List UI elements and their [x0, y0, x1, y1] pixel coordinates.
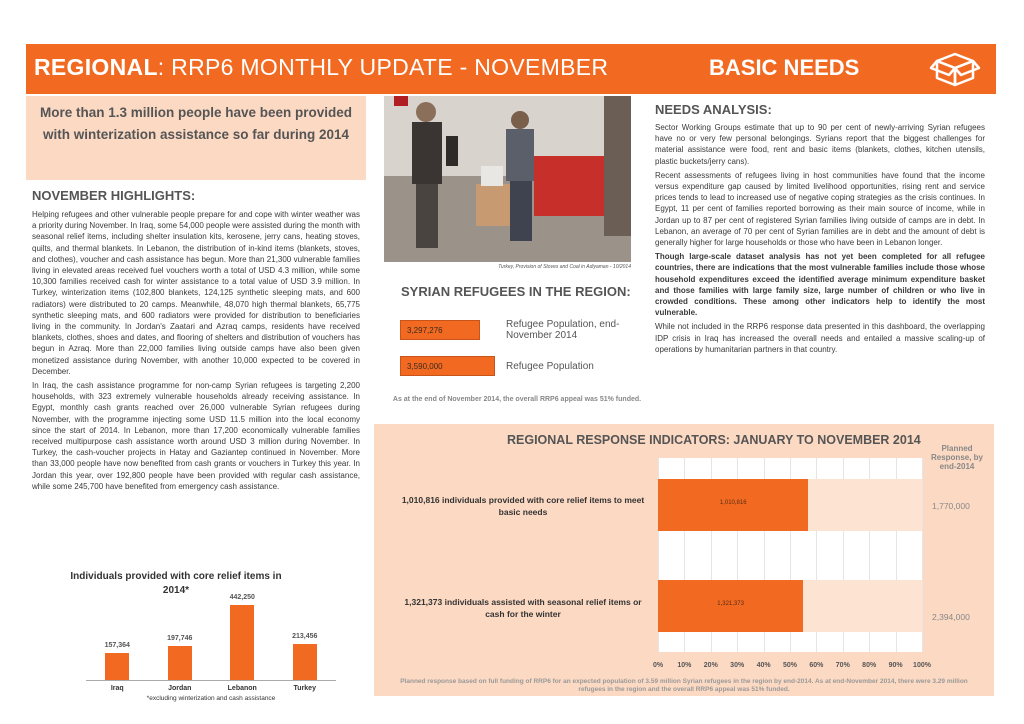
- refugee-label: Refugee Population, end-November 2014: [506, 319, 620, 341]
- x-tick-label: 60%: [809, 662, 824, 669]
- planned-value: 1,770,000: [932, 501, 970, 511]
- title-rest: : RRP6 MONTHLY UPDATE - NOVEMBER: [157, 54, 609, 80]
- refugee-value: 3,590,000: [407, 362, 443, 371]
- core-relief-chart: [26, 566, 366, 706]
- column-category-label: Turkey: [293, 685, 316, 692]
- funding-note: As at the end of November 2014, the overall RRP6 appeal was 51% funded.: [392, 396, 642, 403]
- indicator-label: 1,010,816 individuals provided with core relief items to meet basic needs: [401, 495, 645, 517]
- refugee-bar-planned: [400, 356, 495, 376]
- highlights-paragraph: In Iraq, the cash assistance programme for non-camp Syrian refugees is targeting 2,200 households, with 323 extremely vulnerable households already receiving assistance. In Egypt, monthly cash grants reached over 26,000 vulnerable Syrian refugees during November, with the programme injecting some USD 11.5 million into the local economy since the start of 2014. In Lebanon, more than 17,200 economically vulnerable families received multipurpose cash assistance worth around USD 3 million during November. In Turkey, the cash-voucher projects in Hatay and Gaziantep continued in November. More than 33,000 people have now benefited from cash grants or vouchers in Turkey this year. In Jordan this year, over 192,800 people have been provided with regular cash assistance, while some 245,700 have benefited from emergency cash assistance.: [32, 381, 360, 491]
- planned-value: 2,394,000: [932, 612, 970, 622]
- column-bar: [105, 653, 129, 680]
- highlights-paragraph: Helping refugees and other vulnerable people prepare for and cope with winter weather was a priority during November. In Iraq, some 54,000 people were assisted during the month with seasonal relief items, including shelter insulation kits, kerosene, jerry cans, heating stoves, quilts, and thermal blankets. In Lebanon, the distribution of in-kind items (blankets, stoves, and clothes), voucher and cash assistance has begun. More than 21,300 vulnerable families living in elevated areas received fuel vouchers worth a total of USD 4.3 million, while some 10,300 families received cash for winter assistance to a total value of USD 3.9 million. In Turkey, winterization items (102,800 blankets, 124,125 synthetic sleeping mats, and 600 radiators) were distributed to 20 camps. Meanwhile, 48,070 high thermal blankets, 65,775 synthetic sleeping mats, and 600 radiators were provided for distribution to beneficiaries living in the community. In Jordan's Zaatari and Azraq camps, residents have received blankets, clothes, shoes and dates, and flooring of shelters and distribution of vouchers has begun in Azraq. More than 22,000 families living outside camps have also been given monetized assistance during November, with another 10,000 expected to be covered in December.: [32, 210, 360, 376]
- gridline: [922, 458, 923, 652]
- column-bar: [168, 646, 192, 680]
- column-value-label: 197,746: [167, 635, 193, 643]
- x-tick-label: 10%: [677, 662, 692, 669]
- indicators-title: REGIONAL RESPONSE INDICATORS: JANUARY TO NOVEMBER 2014: [507, 433, 921, 447]
- planned-heading: Planned Response, by end-2014: [930, 444, 983, 471]
- needs-text: [655, 122, 985, 358]
- sector-title: BASIC NEEDS: [709, 55, 860, 80]
- page-header: [26, 44, 996, 94]
- highlights-heading: NOVEMBER HIGHLIGHTS:: [32, 188, 196, 203]
- column-category-label: Iraq: [110, 685, 124, 692]
- indicators-note: Planned response based on full funding of RRP6 for an expected population of 3.59 million Syrian refugees in the region by end-2014. As at end-November 2014, there were 3.29 million refugees in the region and the overall RRP6 appeal was 51% funded.: [400, 678, 968, 693]
- photo-illustration: [384, 96, 631, 262]
- needs-paragraph: Though large-scale dataset analysis has not yet been completed for all refugee countries, there are indications that the most vulnerable families include those whose household expenditures exceed the identified average minimum expenditure basket and those families with large family size, large number of children or who live in crowded conditions. These among other indicators help to identify the most vulnerable.: [655, 252, 985, 318]
- x-axis-line: [86, 680, 336, 681]
- needs-paragraph: While not included in the RRP6 response data presented in this dashboard, the overlapping IDP crisis in Iraq has increased the overall needs and entailed a massive scaling-up of operations by humanitarian partners in that country.: [655, 322, 985, 354]
- box-icon: [929, 50, 981, 88]
- page-title: [34, 54, 608, 81]
- x-tick-label: 40%: [756, 662, 771, 669]
- x-tick-label: 20%: [703, 662, 718, 669]
- refugee-value: 3,297,276: [407, 326, 443, 335]
- refugees-heading: SYRIAN REFUGEES IN THE REGION:: [401, 284, 631, 299]
- column-bar: [293, 644, 317, 680]
- x-tick-label: 90%: [888, 662, 903, 669]
- column-category-label: Jordan: [168, 685, 192, 692]
- column-bar: [230, 605, 254, 680]
- x-tick-label: 30%: [730, 662, 745, 669]
- title-bold: REGIONAL: [34, 54, 158, 80]
- highlight-callout: [26, 96, 366, 180]
- indicator-bar: [658, 580, 803, 632]
- column-value-label: 442,250: [229, 594, 255, 601]
- column-category-label: Lebanon: [227, 685, 257, 692]
- indicator-label: 1,321,373 individuals assisted with seasonal relief items or cash for the winter: [404, 597, 642, 619]
- indicator-bar: [658, 479, 808, 531]
- x-tick-label: 80%: [862, 662, 877, 669]
- column-value-label: 157,364: [104, 642, 130, 650]
- indicators-plot: [658, 458, 922, 652]
- chart-footnote: *excluding winterization and cash assistance: [146, 695, 276, 702]
- refugee-bar-current: [400, 320, 480, 340]
- photo-caption: Turkey, Provision of Stoves and Coal in Adiyaman - 10/2014: [498, 264, 631, 270]
- x-tick-label: 100%: [913, 662, 931, 669]
- indicator-bar-label: 1,321,373: [717, 601, 744, 607]
- highlights-text: [32, 209, 360, 495]
- photo-stove-distribution: [384, 96, 631, 262]
- needs-paragraph: Recent assessments of refugees living in host communities have found that the income versus expenditure gap caused by limited livelihood opportunities, rising rent and service prices tends to lead to increased use of negative coping strategies as the crisis continues. In Egypt, 11 per cent of families reported borrowing as their main source of income, while in Jordan up to 87 per cent of registered Syrian families living outside of camps are in debt. In Lebanon, an average of 70 per cent of Syrian families are in debt and the amount of debt is generally higher for large households or those who have been in Lebanon longer.: [655, 170, 985, 248]
- x-tick-label: 70%: [835, 662, 850, 669]
- x-tick-label: 50%: [782, 662, 797, 669]
- chart-title: Individuals provided with core relief items in 2014*: [70, 571, 282, 596]
- column-value-label: 213,456: [292, 632, 318, 640]
- refugee-label: Refugee Population: [506, 361, 594, 372]
- indicator-bar-label: 1,010,816: [719, 500, 747, 506]
- callout-text: More than 1.3 million people have been provided with winterization assistance so far during 2014: [39, 105, 353, 142]
- x-tick-label: 0%: [652, 662, 664, 669]
- needs-heading: NEEDS ANALYSIS:: [655, 102, 772, 117]
- response-indicators-panel: [374, 424, 994, 696]
- needs-paragraph: Sector Working Groups estimate that up to 90 per cent of newly-arriving Syrian refugees have no or very few personal belongings. Syrians report that the biggest challenges for material assistance were food, rent and basic items (blankets, clothes, kitchen utensils, plastic buckets/jerry cans).: [655, 123, 985, 166]
